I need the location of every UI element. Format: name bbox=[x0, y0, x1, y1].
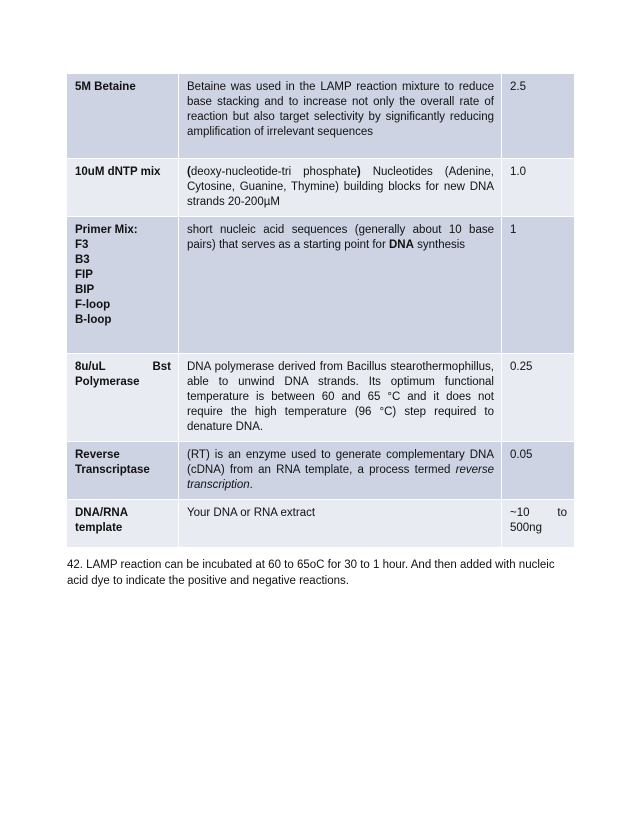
reagent-amount-line: ~10 to bbox=[510, 506, 567, 519]
description-text: Nucleotides (Adenine, Cytosine, Guanine, Thymine) building blocks for new DNA strands 20-200µM bbox=[187, 165, 494, 208]
reagent-amount: 1 bbox=[502, 216, 575, 353]
description-bold-paren: ( bbox=[187, 165, 191, 178]
reagent-amount bbox=[502, 499, 575, 547]
reagent-name-line: Reverse bbox=[75, 448, 120, 461]
reagent-name bbox=[67, 216, 179, 353]
reagent-name-line: Primer Mix: bbox=[75, 223, 138, 236]
reagent-name-line: BIP bbox=[75, 283, 95, 296]
reagent-name bbox=[67, 74, 179, 158]
reagent-name bbox=[67, 353, 179, 441]
reagent-name-line: template bbox=[75, 521, 123, 534]
reagent-table bbox=[67, 74, 575, 548]
reagent-name-line: DNA/RNA bbox=[75, 506, 129, 519]
reagent-name-line: Transcriptase bbox=[75, 463, 150, 476]
protocol-step-note: 42. LAMP reaction can be incubated at 60 to 65oC for 30 to 1 hour. And then added with nucleic acid dye to indicate the positive and negative reactions. bbox=[67, 558, 555, 587]
description-italic-term: reverse transcription bbox=[187, 463, 494, 491]
description-bold-term: DNA bbox=[388, 238, 414, 251]
reagent-name-line: B3 bbox=[75, 253, 90, 266]
reagent-amount: 0.25 bbox=[502, 353, 575, 441]
description-text: . bbox=[249, 478, 253, 491]
reagent-name-line: B-loop bbox=[75, 313, 112, 326]
description-bold-term: deoxy-nucleotide-tri phosphate bbox=[190, 165, 357, 178]
reagent-amount: 0.05 bbox=[502, 441, 575, 499]
description-text: short nucleic acid sequences (generally about 10 base pairs) that serves as a starting point for bbox=[187, 223, 494, 251]
reagent-description bbox=[179, 216, 502, 353]
reagent-name-line: F-loop bbox=[75, 298, 111, 311]
table-row bbox=[67, 74, 575, 158]
reagent-description: DNA polymerase derived from Bacillus stearothermophillus, able to unwind DNA strands. Its optimum functional temperature is between 60 and 65 °C and it does not require the high temperature (96 °C) step required to denature DNA. bbox=[179, 353, 502, 441]
reagent-amount: 1.0 bbox=[502, 158, 575, 216]
reagent-description: Betaine was used in the LAMP reaction mixture to reduce base stacking and to increase not only the overall rate of reaction but also target selectivity by significantly reducing amplification of irrelevant sequences bbox=[179, 74, 502, 158]
reagent-name bbox=[67, 158, 179, 216]
reagent-name-line: FIP bbox=[75, 268, 93, 281]
reagent-name-line: 10uM dNTP mix bbox=[75, 165, 161, 178]
table-row bbox=[67, 499, 575, 547]
reagent-amount: 2.5 bbox=[502, 74, 575, 158]
reagent-name-line: 8u/uL Bst bbox=[75, 360, 171, 373]
table-row bbox=[67, 353, 575, 441]
reagent-name-line: F3 bbox=[75, 238, 89, 251]
reagent-amount-line: 500ng bbox=[510, 521, 542, 534]
description-text: synthesis bbox=[413, 238, 466, 251]
reagent-name bbox=[67, 441, 179, 499]
reagent-description bbox=[179, 158, 502, 216]
description-text: (RT) is an enzyme used to generate complementary DNA (cDNA) from an RNA template, a process termed bbox=[187, 448, 494, 476]
table-row bbox=[67, 158, 575, 216]
table-row bbox=[67, 216, 575, 353]
reagent-name-line: 5M Betaine bbox=[75, 81, 136, 93]
description-bold-paren: ) bbox=[356, 165, 361, 178]
table-row bbox=[67, 441, 575, 499]
reagent-description: Your DNA or RNA extract bbox=[179, 499, 502, 547]
reagent-description bbox=[179, 441, 502, 499]
reagent-name bbox=[67, 499, 179, 547]
reagent-name-line: Polymerase bbox=[75, 375, 140, 388]
